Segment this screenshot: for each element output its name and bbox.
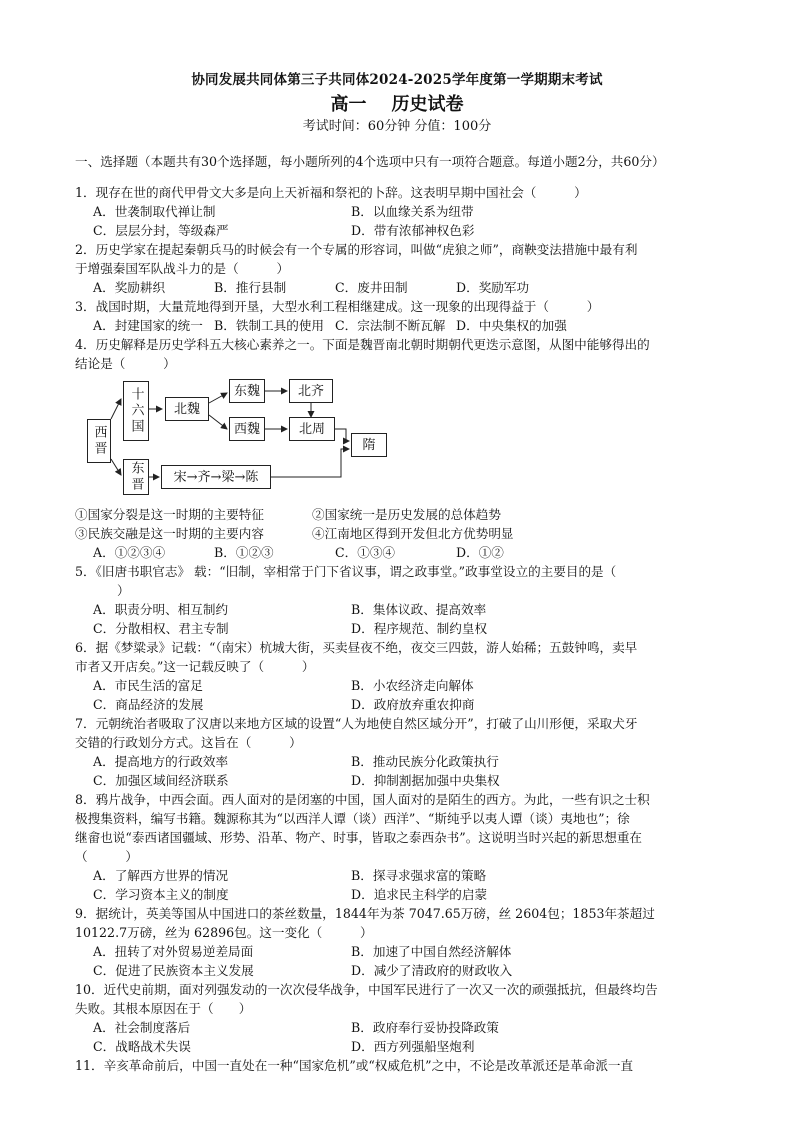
q2-option-c: C．废井田制 <box>335 280 408 295</box>
diagram-label-sui: 隋 <box>362 437 376 453</box>
diagram-label-beiwei: 北魏 <box>173 401 200 417</box>
diagram-label-beizhou: 北周 <box>298 421 325 437</box>
q4-statement-1: ①国家分裂是这一时期的主要特征 <box>75 507 264 522</box>
diagram-label-beiqi: 北齐 <box>297 383 324 399</box>
exam-time-score: 考试时间：60分钟 分值：100分 <box>302 119 492 134</box>
q4-statement-3: ③民族交融是这一时期的主要内容 <box>75 526 264 541</box>
q7-option-d: D．抑制割据加强中央集权 <box>351 773 500 788</box>
question-4-stem-1: 4．历史解释是历史学科五大核心素养之一。下面是魏晋南北朝时期朝代更迭示意图，从图中能够得出的 <box>75 337 650 352</box>
question-5 <box>75 562 725 638</box>
question-9-stem-1: 9．据统计，英美等国从中国进口的茶丝数量，1844年为茶 7047.65万磅，丝 2604包；1853年茶超过 <box>75 906 655 921</box>
question-5-stem-1: 5．《旧唐书职官志》 载：“旧制，宰相常于门下省议事，谓之政事堂。”政事堂设立的主要目的是（ <box>75 564 617 579</box>
q6-option-c: C．商品经济的发展 <box>93 697 204 712</box>
question-2-stem-2: 于增强秦国军队战斗力的是（ ） <box>75 261 290 276</box>
question-4 <box>75 335 725 562</box>
question-4-stem-2: 结论是（ ） <box>75 356 176 371</box>
question-10-stem-1: 10．近代史前期，面对列强发动的一次次侵华战争，中国军民进行了一次又一次的顽强抵抗，但最终均告 <box>75 982 658 997</box>
question-8 <box>75 790 725 904</box>
question-11-stem-1: 11．辛亥革命前后，中国一直处在一种“国家危机”或“权威危机”之中，不论是改革派还是革命派一直 <box>75 1058 634 1073</box>
diagram-label-xiwei: 西魏 <box>233 421 260 437</box>
question-11 <box>75 1056 725 1075</box>
diagram-label-dongjin: 东晋 <box>128 461 144 493</box>
q7-option-c: C．加强区域间经济联系 <box>93 773 229 788</box>
q6-option-b: B．小农经济走向解体 <box>351 678 474 693</box>
question-9 <box>75 904 725 980</box>
question-10 <box>75 980 725 1056</box>
q3-option-c: C．宗法制不断瓦解 <box>335 318 446 333</box>
q6-option-d: D．政府放弃重农抑商 <box>351 697 475 712</box>
diagram-box-dongwei <box>229 379 265 403</box>
question-2 <box>75 240 725 297</box>
q1-option-b: B．以血缘关系为纽带 <box>351 204 474 219</box>
q5-option-d: D．程序规范、制约皇权 <box>351 621 488 636</box>
q2-option-b: B．推行县制 <box>214 280 287 295</box>
dynasty-succession-diagram <box>81 379 411 501</box>
q3-option-b: B．铁制工具的使用 <box>214 318 325 333</box>
q5-option-b: B．集体议政、提高效率 <box>351 602 487 617</box>
question-6-stem-2: 市者又开店矣。”这一记载反映了（ ） <box>75 659 315 674</box>
exam-title: 高一 历史试卷 <box>330 94 464 115</box>
q8-option-b: B．探寻求强求富的策略 <box>351 868 487 883</box>
diagram-box-beiwei <box>165 397 209 421</box>
q3-option-a: A．封建国家的统一 <box>93 318 203 333</box>
question-8-stem-3: 继畲也说“泰西诸国疆域、形势、沿革、物产、时事，皆取之泰西杂书”。这说明当时兴起的新思想重在 <box>75 830 643 845</box>
question-7 <box>75 714 725 790</box>
diagram-box-shiliuguo <box>123 381 149 441</box>
q4-option-c: C．①③④ <box>335 545 396 560</box>
question-5-stem-2: ） <box>117 583 130 598</box>
question-1 <box>75 183 725 240</box>
q9-option-b: B．加速了中国自然经济解体 <box>351 944 512 959</box>
q7-option-a: A．提高地方的行政效率 <box>93 754 229 769</box>
q8-option-c: C．学习资本主义的制度 <box>93 887 229 902</box>
question-3-stem: 3．战国时期，大量荒地得到开垦，大型水利工程相继建成。这一现象的出现得益于（ ） <box>75 299 600 314</box>
diagram-label-xijin: 西晋 <box>91 425 107 457</box>
question-8-stem-1: 8．鸦片战争，中西会面。西人面对的是闭塞的中国，国人面对的是陌生的西方。为此，一些有识之士积 <box>75 792 650 807</box>
q10-option-a: A．社会制度落后 <box>93 1020 191 1035</box>
question-9-stem-2: 10122.7万磅，丝为 62896包。这一变化（ ） <box>75 925 373 940</box>
q8-option-d: D．追求民主科学的启蒙 <box>351 887 488 902</box>
diagram-box-beizhou <box>289 417 335 441</box>
question-6 <box>75 638 725 714</box>
diagram-label-dongwei: 东魏 <box>233 383 260 399</box>
q8-option-a: A．了解西方世界的情况 <box>93 868 229 883</box>
q4-option-d: D．①② <box>456 545 504 560</box>
diagram-box-dongjin <box>123 459 149 495</box>
q10-option-c: C．战略战术失误 <box>93 1039 191 1054</box>
q9-option-a: A．扭转了对外贸易逆差局面 <box>93 944 254 959</box>
diagram-box-beiqi <box>289 379 333 403</box>
q4-option-b: B．①②③ <box>214 545 274 560</box>
question-8-stem-2: 极搜集资料，编写书籍。魏源称其为“以西洋人谭（谈）西洋”、“斯纯乎以夷人谭（谈）夷地也”；徐 <box>75 811 630 826</box>
exam-header-line1: 协同发展共同体第三子共同体2024-2025学年度第一学期期末考试 <box>191 72 603 88</box>
q4-statement-2: ②国家统一是历史发展的总体趋势 <box>312 507 501 522</box>
q1-option-d: D．带有浓郁神权色彩 <box>351 223 475 238</box>
diagram-box-xijin <box>87 419 111 463</box>
q5-option-a: A．职责分明、相互制约 <box>93 602 229 617</box>
q2-option-a: A．奖励耕织 <box>93 280 166 295</box>
diagram-box-sui <box>351 433 387 457</box>
q4-statement-4: ④江南地区得到开发但北方优势明显 <box>312 526 514 541</box>
q9-option-c: C．促进了民族资本主义发展 <box>93 963 254 978</box>
question-1-stem: 1．现存在世的商代甲骨文大多是向上天祈福和祭祀的卜辞。这表明早期中国社会（ ） <box>75 185 587 200</box>
diagram-box-xiwei <box>229 417 265 441</box>
q4-option-a: A．①②③④ <box>93 545 166 560</box>
question-7-stem-2: 交错的行政划分方式。这旨在（ ） <box>75 735 302 750</box>
q2-option-d: D．奖励军功 <box>456 280 530 295</box>
q7-option-b: B．推动民族分化政策执行 <box>351 754 499 769</box>
question-3 <box>75 297 725 335</box>
question-8-stem-4: （ ） <box>75 849 138 864</box>
diagram-box-southern-dynasties <box>161 465 271 489</box>
diagram-label-shiliuguo: 十六国 <box>128 387 144 435</box>
question-6-stem-1: 6．据《梦粱录》记载：“（南宋）杭城大街，买卖昼夜不绝，夜交三四鼓，游人始稀；五鼓钟鸣，卖早 <box>75 640 638 655</box>
q10-option-d: D．西方列强船坚炮利 <box>351 1039 475 1054</box>
section-title: 一、选择题（本题共有30个选择题，每小题所列的4个选项中只有一项符合题意。每道小题2分，共60分） <box>75 154 665 169</box>
q3-option-d: D．中央集权的加强 <box>456 318 567 333</box>
diagram-label-southern-dynasties: 宋→齐→梁→陈 <box>173 469 259 485</box>
q1-option-c: C．层层分封，等级森严 <box>93 223 229 238</box>
q6-option-a: A．市民生活的富足 <box>93 678 203 693</box>
q10-option-b: B．政府奉行妥协投降政策 <box>351 1020 499 1035</box>
question-7-stem-1: 7．元朝统治者吸取了汉唐以来地方区域的设置“人为地使自然区域分开”，打破了山川形便，采取犬牙 <box>75 716 638 731</box>
exam-content <box>75 152 725 1075</box>
q5-option-c: C．分散相权、君主专制 <box>93 621 229 636</box>
q9-option-d: D．减少了清政府的财政收入 <box>351 963 513 978</box>
q1-option-a: A．世袭制取代禅让制 <box>93 204 216 219</box>
question-2-stem-1: 2．历史学家在提起秦朝兵马的时候会有一个专属的形容词，叫做“虎狼之师”，商鞅变法措施中最有利 <box>75 242 638 257</box>
question-10-stem-2: 失败。其根本原因在于（ ） <box>75 1001 252 1016</box>
